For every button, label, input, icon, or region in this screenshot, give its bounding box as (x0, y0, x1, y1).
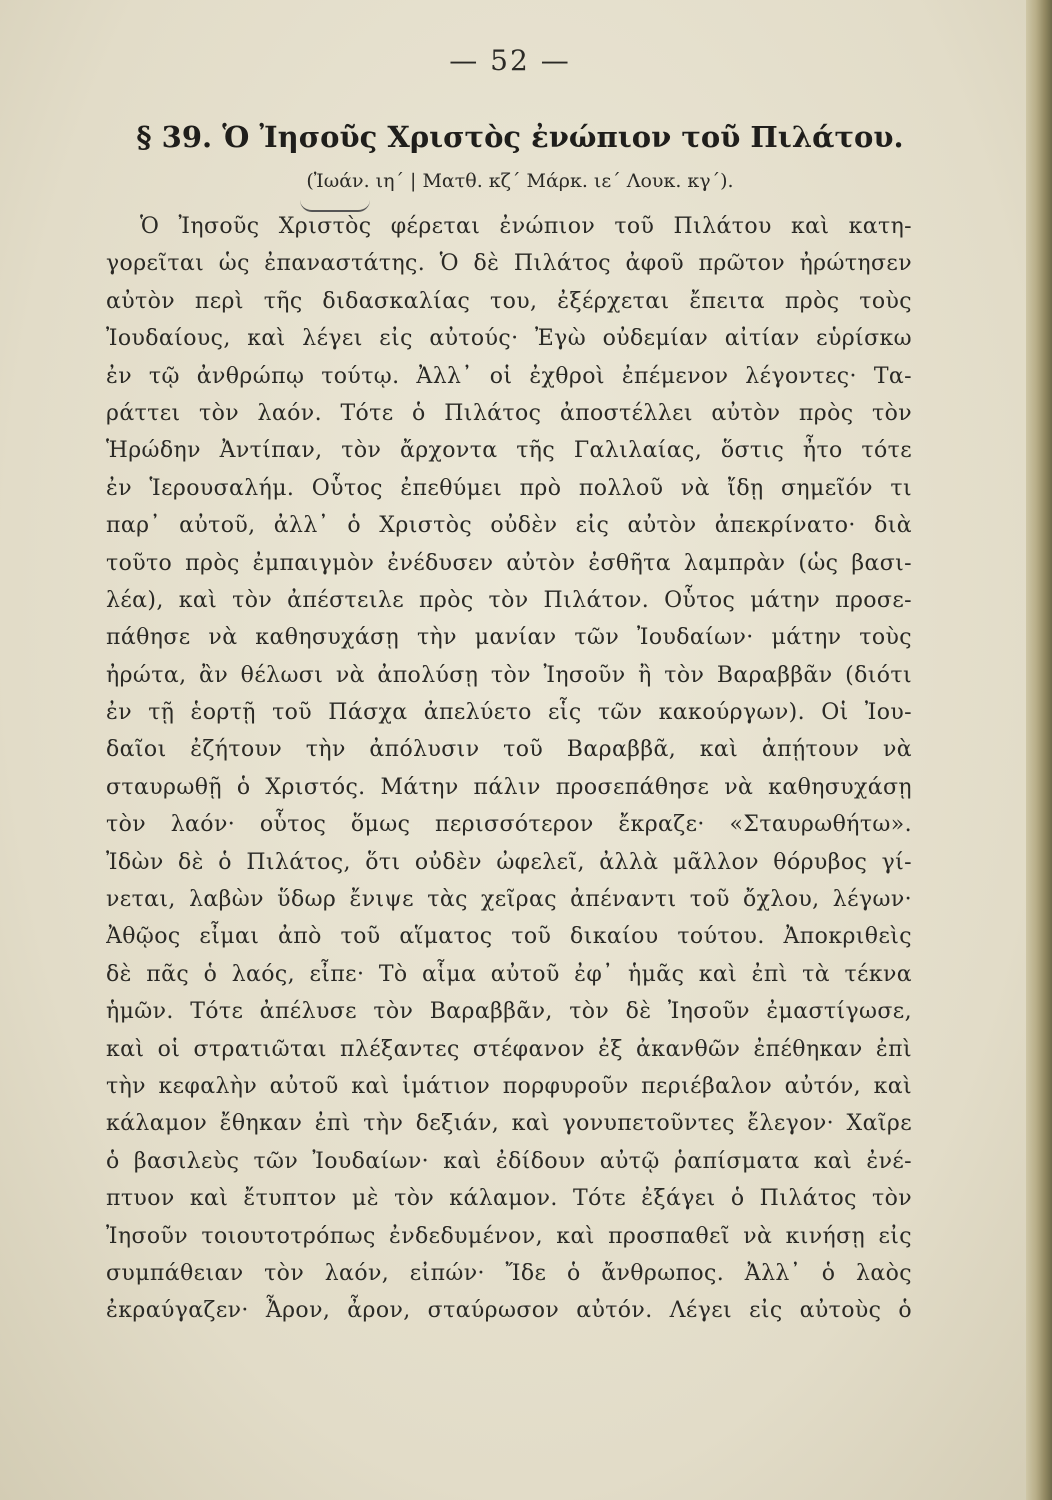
text-line: λέα), καὶ τὸν ἀπέστειλε πρὸς τὸν Πιλάτον. Οὗτος μάτην προσε- (106, 587, 912, 613)
text-line: πτυον καὶ ἔτυπτον μὲ τὸν κάλαμον. Τότε ἐξάγει ὁ Πιλάτος τὸν (106, 1186, 912, 1212)
text-line: παρ᾽ αὐτοῦ, ἀλλ᾽ ὁ Χριστὸς οὐδὲν εἰς αὐτὸν ἀπεκρίνατο· διὰ (106, 513, 912, 539)
page-binding-edge (1026, 0, 1052, 1500)
text-line: Ἰδὼν δὲ ὁ Πιλάτος, ὅτι οὐδὲν ὠφελεῖ, ἀλλὰ μᾶλλον θόρυβος γί- (106, 849, 912, 875)
text-line: Ἰουδαίους, καὶ λέγει εἰς αὐτούς· Ἐγὼ οὐδεμίαν αἰτίαν εὑρίσκω (106, 326, 912, 352)
text-line: δὲ πᾶς ὁ λαός, εἶπε· Τὸ αἷμα αὐτοῦ ἐφ᾽ ἡμᾶς καὶ ἐπὶ τὰ τέκνα (106, 961, 912, 987)
text-line: τὸν λαόν· οὗτος ὅμως περισσότερον ἔκραζε· «Σταυρωθήτω». (106, 812, 912, 838)
text-line: ἐν τῇ ἑορτῇ τοῦ Πάσχα ἀπελύετο εἷς τῶν κακούργων). Οἱ Ἰου- (106, 700, 912, 726)
text-line: σταυρωθῇ ὁ Χριστός. Μάτην πάλιν προσεπάθησε νὰ καθησυχάσῃ (106, 774, 912, 800)
text-line: ὁ βασιλεὺς τῶν Ἰουδαίων· καὶ ἐδίδουν αὐτῷ ῥαπίσματα καὶ ἐνέ- (106, 1148, 912, 1174)
text-line: γορεῖται ὡς ἐπαναστάτης. Ὁ δὲ Πιλάτος ἀφοῦ πρῶτον ἠρώτησεν (106, 251, 912, 277)
text-line: καὶ οἱ στρατιῶται πλέξαντες στέφανον ἐξ ἀκανθῶν ἐπέθηκαν ἐπὶ (106, 1036, 912, 1062)
text-line: ἠρώτα, ἂν θέλωσι νὰ ἀπολύσῃ τὸν Ἰησοῦν ἢ τὸν Βαραββᾶν (διότι (106, 662, 912, 688)
text-line: ράττει τὸν λαόν. Τότε ὁ Πιλάτος ἀποστέλλει αὐτὸν πρὸς τὸν (106, 400, 912, 426)
body-text (106, 208, 912, 1330)
text-line: δαῖοι ἐζήτουν τὴν ἀπόλυσιν τοῦ Βαραββᾶ, καὶ ἀπῄτουν νὰ (106, 737, 912, 763)
text-line: τὴν κεφαλὴν αὐτοῦ καὶ ἱμάτιον πορφυροῦν περιέβαλον αὐτόν, καὶ (106, 1073, 912, 1099)
text-line: τοῦτο πρὸς ἐμπαιγμὸν ἐνέδυσεν αὐτὸν ἐσθῆτα λαμπρὰν (ὡς βασι- (106, 550, 912, 576)
text-line: αὐτὸν περὶ τῆς διδασκαλίας του, ἐξέρχεται ἔπειτα πρὸς τοὺς (106, 288, 912, 314)
text-line: ἡμῶν. Τότε ἀπέλυσε τὸν Βαραββᾶν, τὸν δὲ Ἰησοῦν ἐμαστίγωσε, (106, 999, 912, 1025)
text-line: Ὁ Ἰησοῦς Χριστὸς φέρεται ἐνώπιον τοῦ Πιλάτου καὶ κατη- (140, 214, 912, 239)
text-line: κάλαμον ἔθηκαν ἐπὶ τὴν δεξιάν, καὶ γονυπετοῦντες ἔλεγον· Χαῖρε (106, 1111, 912, 1137)
text-line: συμπάθειαν τὸν λαόν, εἰπών· Ἴδε ὁ ἄνθρωπος. Ἀλλ᾽ ὁ λαὸς (106, 1260, 912, 1286)
page-number: — 52 — (449, 44, 571, 77)
section-title: § 39. Ὁ Ἰησοῦς Χριστὸς ἐνώπιον τοῦ Πιλάτου. (136, 120, 904, 154)
text-line: νεται, λαβὼν ὕδωρ ἔνιψε τὰς χεῖρας ἀπέναντι τοῦ ὄχλου, λέγων· (106, 887, 912, 913)
text-line: Ἀθῷος εἶμαι ἀπὸ τοῦ αἵματος τοῦ δικαίου τούτου. Ἀποκριθεὶς (106, 924, 912, 950)
text-line: ἐν Ἱερουσαλήμ. Οὗτος ἐπεθύμει πρὸ πολλοῦ νὰ ἴδῃ σημεῖόν τι (106, 475, 912, 501)
text-line: Ἰησοῦν τοιουτοτρόπως ἐνδεδυμένον, καὶ προσπαθεῖ νὰ κινήσῃ εἰς (106, 1223, 912, 1249)
text-line: Ἡρώδην Ἀντίπαν, τὸν ἄρχοντα τῆς Γαλιλαίας, ὅστις ἦτο τότε (106, 438, 912, 464)
text-line: ἐν τῷ ἀνθρώπῳ τούτῳ. Ἀλλ᾽ οἱ ἐχθροὶ ἐπέμενον λέγοντες· Τα- (106, 363, 912, 389)
text-line: ἐκραύγαζεν· Ἆρον, ἆρον, σταύρωσον αὐτόν. Λέγει εἰς αὐτοὺς ὁ (106, 1298, 912, 1324)
text-line: πάθησε νὰ καθησυχάσῃ τὴν μανίαν τῶν Ἰουδαίων· μάτην τοὺς (106, 625, 912, 651)
section-references: (Ἰωάν. ιη´ | Ματθ. κζ´ Μάρκ. ιε´ Λουκ. κγ´). (306, 170, 734, 192)
